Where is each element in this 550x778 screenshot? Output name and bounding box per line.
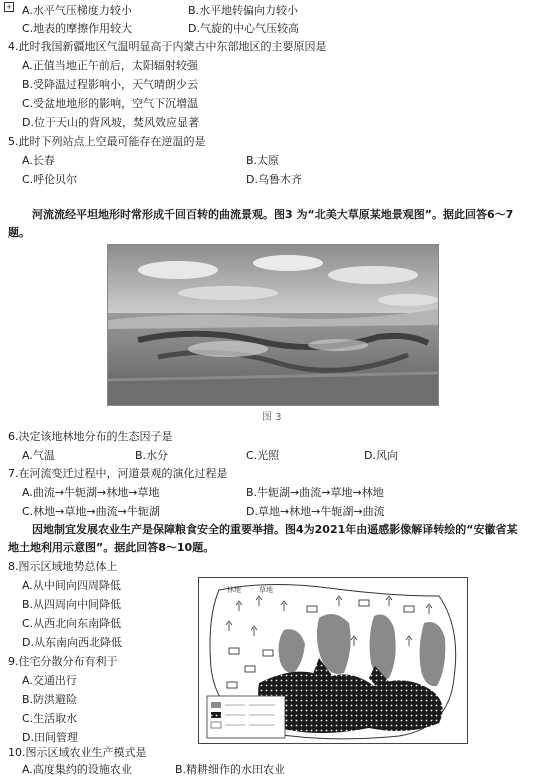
- figure3-landscape-photo: [107, 244, 439, 406]
- q3-option-a: A.水平气压梯度力较小: [22, 4, 132, 17]
- q8-option-a: A.从中间向四周降低: [22, 579, 121, 592]
- q5-option-c: C.呼伦贝尔: [22, 173, 78, 186]
- passage2-line1: 河流流经平坦地形时常形成千回百转的曲流景观。图3 为“北美大草原某地景观图”。据此回答6～7: [32, 208, 514, 221]
- q7-option-b: B.牛轭湖→曲流→草地→林地: [246, 486, 384, 499]
- q7-stem: 7.在河流变迁过程中，河道景观的演化过程是: [8, 467, 228, 480]
- q6-option-c: C.光照: [246, 449, 280, 462]
- q8-option-c: C.从西北向东南降低: [22, 617, 122, 630]
- q4-option-c: C.受盆地地形的影响，空气下沉增温: [22, 97, 199, 110]
- q7-option-a: A.曲流→牛轭湖→林地→草地: [22, 486, 160, 499]
- q5-option-b: B.太原: [246, 154, 280, 167]
- q9-option-c: C.生活取水: [22, 712, 78, 725]
- q8-option-b: B.从四周向中间降低: [22, 598, 122, 611]
- q3-option-b: B.水平地转偏向力较小: [188, 4, 299, 17]
- q8-option-d: D.从东南向西北降低: [22, 636, 122, 649]
- q6-option-a: A.气温: [22, 449, 55, 462]
- q9-stem: 9.住宅分散分布有利于: [8, 655, 118, 668]
- q4-option-a: A.正值当地正午前后，太阳辐射较强: [22, 59, 198, 72]
- q6-option-d: D.风向: [364, 449, 398, 462]
- passage3-line2: 地土地利用示意图”。据此回答8～10题。: [8, 541, 215, 554]
- q5-stem: 5.此时下列站点上空最可能存在逆温的是: [8, 135, 206, 148]
- q6-option-b: B.水分: [135, 449, 169, 462]
- q7-option-d: D.草地→林地→牛轭湖→曲流: [246, 505, 385, 518]
- q10-stem: 10.图示区域农业生产模式是: [8, 746, 147, 759]
- map-legend-item2: 草地: [259, 586, 273, 594]
- land-use-map-drawing: [199, 578, 467, 743]
- q5-option-d: D.乌鲁木齐: [246, 173, 302, 186]
- q4-stem: 4.此时我国新疆地区气温明显高于内蒙古中东部地区的主要原因是: [8, 40, 327, 53]
- q4-option-d: D.位于天山的背风坡，焚风效应显著: [22, 116, 199, 129]
- landscape-illustration: [108, 245, 438, 405]
- passage3-line1: 因地制宜发展农业生产是保障粮食安全的重要举措。图4为2021年由遥感影像解译转绘的“安徽省某: [32, 523, 518, 536]
- q7-option-c: C.林地→草地→曲流→牛轭湖: [22, 505, 160, 518]
- q10-option-b: B.精耕细作的水田农业: [175, 763, 286, 776]
- q9-option-b: B.防洪避险: [22, 693, 78, 706]
- q3-option-c: C.地表的摩擦作用较大: [22, 22, 133, 35]
- q8-stem: 8.图示区域地势总体上: [8, 560, 118, 573]
- q3-option-d: D.气旋的中心气压较高: [188, 22, 299, 35]
- q9-option-d: D.田间管理: [22, 731, 78, 744]
- passage2-line2: 题。: [8, 226, 30, 239]
- figure3-caption: 图 3: [262, 412, 282, 423]
- q5-option-a: A.长春: [22, 154, 55, 167]
- q4-option-b: B.受降温过程影响小，天气晴朗少云: [22, 78, 199, 91]
- page-corner-mark: +: [4, 2, 14, 12]
- q10-option-a: A.高度集约的设施农业: [22, 763, 132, 776]
- figure4-land-use-map: [198, 577, 468, 744]
- q6-stem: 6.决定该地林地分布的生态因子是: [8, 430, 173, 443]
- map-legend-item1: 林地: [227, 586, 241, 594]
- q9-option-a: A.交通出行: [22, 674, 77, 687]
